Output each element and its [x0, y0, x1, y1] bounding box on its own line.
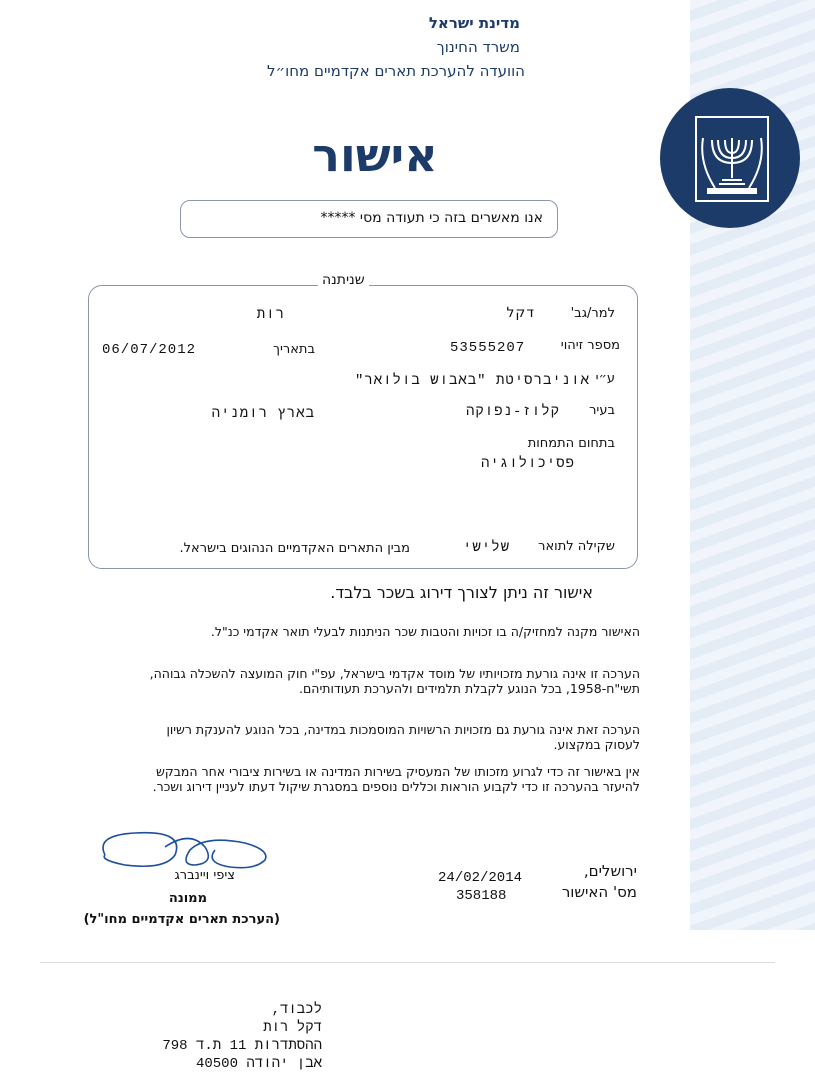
paragraph-2: הערכה זו אינה גורעת מזכויותיו של מוסד אקדמי בישראל, עפ"י חוק המועצה להשכלה גבוהה, תשי"ח-1958, בכל הנוגע לקבלת תלמידים ולהערכת תעודותיהם.	[149, 666, 640, 696]
id-label: מספר זיהוי	[560, 338, 620, 353]
header-state: מדינת ישראל	[428, 14, 520, 32]
state-emblem	[660, 88, 800, 228]
university: אוניברסיטת "באבוש בולואר"	[354, 373, 590, 389]
approval-number-label: מס' האישור	[561, 883, 637, 901]
last-name: דקל	[506, 305, 535, 321]
certifying-box	[180, 200, 558, 238]
signer-name: ציפי ויינברג	[174, 868, 235, 883]
details-legend: שניתנה	[318, 272, 369, 288]
country: בארץ רומניה	[211, 406, 315, 422]
menorah-emblem-icon	[695, 116, 769, 202]
divider	[40, 962, 775, 963]
details-box	[88, 285, 638, 569]
salary-notice: אישור זה ניתן לצורך דירוג בשכר בלבד.	[330, 583, 593, 602]
signer-unit: (הערכת תארים אקדמיים מחו"ל)	[83, 912, 280, 927]
paragraph-3: הערכה זאת אינה גורעת גם מזכויות הרשויות המוסמכות במדינה, בכל הנוגע להענקת רשיון לעסוק במקצוע.	[166, 722, 640, 752]
approval-date: 24/02/2014	[438, 870, 523, 886]
paragraph-4: אין באישור זה כדי לגרוע מזכותו של המעסיק בשירות המדינה או בשירות ציבורי אחר המבקש להיעזר בהערכה זו כדי לקבוע הוראות וכללים נוספים במסגרת שיקול דעתו לעניין דירוג ושכר.	[152, 764, 640, 794]
city-label: בעיר	[589, 403, 615, 418]
approval-number: 358188	[456, 888, 507, 904]
city: קלוז-נפוקה	[465, 404, 560, 420]
header-ministry: משרד החינוך	[436, 38, 520, 56]
first-name: רות	[256, 307, 285, 323]
address-greeting: לכבוד,	[271, 1002, 322, 1018]
equiv-label: שקילה לתואר	[538, 539, 615, 554]
certifying-line: אנו מאשרים בזה כי תעודה מסי *****	[320, 210, 543, 226]
field-label: בתחום התמחות	[527, 436, 615, 451]
place: ירושלים,	[583, 862, 637, 880]
by-label: ע״י	[595, 371, 615, 386]
address-street: ההסתדרות 11 ת.ד 798	[162, 1038, 322, 1054]
signer-role: ממונה	[168, 891, 207, 906]
field: פסיכולוגיה	[480, 456, 575, 472]
equiv-suffix: מבין התארים האקדמיים הנהוגים בישראל.	[179, 541, 410, 556]
to-label: למר/גב'	[570, 306, 615, 321]
equiv-value: שלישי	[462, 540, 510, 556]
address-name: דקל רות	[263, 1020, 322, 1036]
date-label: בתאריך	[273, 342, 315, 357]
date-value: 06/07/2012	[102, 342, 197, 358]
page-title: אישור	[312, 128, 438, 182]
paragraph-1: האישור מקנה למחזיק/ה בו זכויות והטבות שכר הניתנות לבעלי תואר אקדמי כנ"ל.	[210, 624, 640, 639]
address-city: אבן יהודה 40500	[195, 1056, 322, 1072]
id-value: 53555207	[450, 340, 526, 356]
header-committee: הוועדה להערכת תארים אקדמיים מחו״ל	[266, 62, 525, 80]
